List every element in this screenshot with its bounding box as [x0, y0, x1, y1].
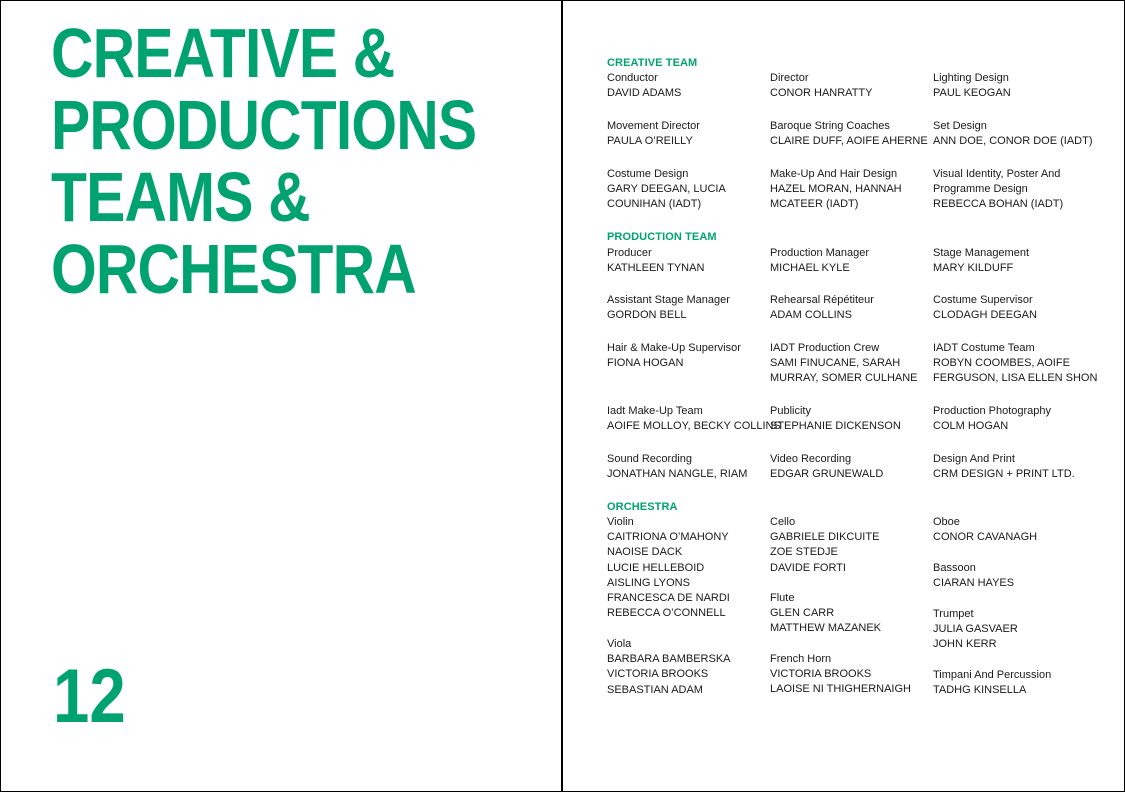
- credit-item: [770, 404, 901, 434]
- credit-name: TADHG KINSELLA: [933, 684, 1027, 697]
- credit-item: [933, 607, 1018, 653]
- credit-item: [607, 293, 730, 323]
- credit-name: ROBYN COOMBES, AOIFE: [933, 357, 1070, 370]
- credit-name: LAOISE NI THIGHERNAIGH: [770, 683, 911, 696]
- credit-role: Viola: [607, 638, 632, 650]
- credit-name: REBECCA O’CONNELL: [607, 607, 726, 620]
- credit-item: [933, 452, 1075, 482]
- credit-item: [933, 404, 1051, 434]
- credit-name: NAOISE DACK: [607, 546, 683, 559]
- credit-role: Oboe: [933, 516, 960, 528]
- credit-name: HAZEL MORAN, HANNAH: [770, 183, 902, 196]
- credit-item: [607, 637, 731, 698]
- section-heading: ORCHESTRA: [607, 501, 678, 513]
- credit-role: Stage Management: [933, 247, 1030, 259]
- credit-item: [770, 341, 918, 387]
- credit-item: [933, 293, 1037, 323]
- title-line: ORCHESTRA: [51, 230, 416, 308]
- credit-item: [770, 293, 874, 323]
- credit-item: [770, 591, 881, 637]
- credit-role: Hair & Make-Up Supervisor: [607, 342, 741, 354]
- credit-item: [933, 668, 1051, 698]
- credit-name: MATTHEW MAZANEK: [770, 622, 882, 635]
- credit-role: Costume Design: [607, 168, 689, 180]
- credit-name: DAVIDE FORTI: [770, 561, 846, 574]
- credit-role: Director: [770, 72, 809, 84]
- credit-item: [770, 652, 911, 698]
- credit-item: [770, 452, 883, 482]
- left-page: [0, 0, 562, 792]
- credit-role: Production Manager: [770, 247, 870, 259]
- section-heading: PRODUCTION TEAM: [607, 231, 717, 243]
- title-line: PRODUCTIONS: [51, 86, 477, 164]
- credit-item: [770, 119, 928, 149]
- credit-name: LUCIE HELLEBOID: [607, 561, 705, 574]
- credit-name: GABRIELE DIKCUITE: [770, 531, 880, 544]
- credit-role: Assistant Stage Manager: [607, 294, 730, 306]
- title-line: TEAMS &: [51, 158, 310, 236]
- title-line: CREATIVE &: [51, 14, 395, 92]
- credit-name: GARY DEEGAN, LUCIA: [607, 183, 726, 196]
- credit-role: Production Photography: [933, 405, 1052, 417]
- credit-name: KATHLEEN TYNAN: [607, 262, 705, 275]
- credit-item: [770, 71, 872, 101]
- credit-item: [770, 515, 879, 576]
- credit-name: CLAIRE DUFF, AOIFE AHERNE: [770, 135, 928, 148]
- credit-name: COLM HOGAN: [933, 420, 1009, 433]
- credit-role: Conductor: [607, 72, 658, 84]
- credit-name: JULIA GASVAER: [933, 623, 1018, 636]
- credit-name: MICHAEL KYLE: [770, 262, 850, 275]
- credit-name: CONOR CAVANAGH: [933, 531, 1038, 544]
- right-page: [562, 0, 1125, 792]
- credit-name: VICTORIA BROOKS: [607, 668, 709, 681]
- credit-name: MURRAY, SOMER CULHANE: [770, 372, 918, 385]
- credit-name: JONATHAN NANGLE, RIAM: [607, 468, 748, 481]
- credit-item: [933, 341, 1097, 387]
- credit-name: CLODAGH DEEGAN: [933, 309, 1037, 322]
- credit-name: MARY KILDUFF: [933, 262, 1014, 275]
- credit-item: [933, 119, 1093, 149]
- credit-name: AOIFE MOLLOY, BECKY COLLINS: [607, 420, 781, 433]
- page-title: [51, 14, 477, 308]
- credit-role: Costume Supervisor: [933, 294, 1033, 306]
- credit-role: Bassoon: [933, 562, 976, 574]
- credit-role: IADT Production Crew: [770, 342, 880, 354]
- credit-item: [933, 561, 1014, 591]
- credit-name: SAMI FINUCANE, SARAH: [770, 357, 901, 370]
- credit-item: [770, 167, 902, 213]
- credit-item: [607, 404, 781, 434]
- credit-item: [607, 341, 741, 371]
- credit-role: Movement Director: [607, 120, 700, 132]
- credit-role: Lighting Design: [933, 72, 1009, 84]
- credit-role: Make-Up And Hair Design: [770, 168, 898, 180]
- credit-item: [607, 246, 704, 276]
- credit-item: [607, 71, 681, 101]
- credit-role: Video Recording: [770, 453, 852, 465]
- credit-name: STEPHANIE DICKENSON: [770, 420, 901, 433]
- credit-name: PAUL KEOGAN: [933, 87, 1011, 100]
- credit-role: Baroque String Coaches: [770, 120, 890, 132]
- credit-name: ZOE STEDJE: [770, 546, 838, 559]
- page-number: 12: [53, 654, 126, 739]
- credit-item: [607, 515, 730, 621]
- section-heading: CREATIVE TEAM: [607, 57, 698, 69]
- credit-name: SEBASTIAN ADAM: [607, 683, 703, 696]
- credit-role: Producer: [607, 247, 652, 259]
- credit-name: PAULA O’REILLY: [607, 135, 693, 148]
- credit-name: FERGUSON, LISA ELLEN SHON: [933, 372, 1098, 385]
- credit-name: FRANCESCA DE NARDI: [607, 592, 730, 605]
- credit-name: GORDON BELL: [607, 309, 687, 322]
- credit-role: IADT Costume Team: [933, 342, 1035, 354]
- credit-name: CONOR HANRATTY: [770, 87, 873, 100]
- credit-name: ANN DOE, CONOR DOE (IADT): [933, 135, 1093, 148]
- credit-item: [933, 71, 1011, 101]
- credit-item: [933, 515, 1037, 545]
- credit-role: Design And Print: [933, 453, 1015, 465]
- credit-role: Iadt Make-Up Team: [607, 405, 703, 417]
- credit-role: Publicity: [770, 405, 811, 417]
- credit-name: COUNIHAN (IADT): [607, 198, 702, 211]
- credit-name: JOHN KERR: [933, 638, 997, 651]
- credit-role: Sound Recording: [607, 453, 693, 465]
- credit-item: [607, 167, 726, 213]
- credit-name: VICTORIA BROOKS: [770, 668, 872, 681]
- credit-role: French Horn: [770, 653, 832, 665]
- credit-name: Programme Design: [933, 183, 1028, 196]
- credit-role: Violin: [607, 516, 634, 528]
- credit-name: CIARAN HAYES: [933, 577, 1015, 590]
- credit-role: Flute: [770, 592, 795, 604]
- credit-name: EDGAR GRUNEWALD: [770, 468, 884, 481]
- credit-name: GLEN CARR: [770, 607, 835, 620]
- credit-name: BARBARA BAMBERSKA: [607, 653, 731, 666]
- credit-name: DAVID ADAMS: [607, 87, 682, 100]
- credit-item: [607, 452, 747, 482]
- credit-role: Cello: [770, 516, 796, 528]
- credit-role: Visual Identity, Poster And: [933, 168, 1061, 180]
- credit-role: Timpani And Percussion: [933, 669, 1052, 681]
- credit-role: Set Design: [933, 120, 987, 132]
- credit-name: FIONA HOGAN: [607, 357, 684, 370]
- credit-item: [770, 246, 869, 276]
- credit-name: AISLING LYONS: [607, 576, 690, 589]
- credit-name: CAITRIONA O’MAHONY: [607, 531, 729, 544]
- credit-name: CRM DESIGN + PRINT LTD.: [933, 468, 1075, 481]
- credit-item: [933, 167, 1063, 213]
- credit-name: REBECCA BOHAN (IADT): [933, 198, 1064, 211]
- credit-name: MCATEER (IADT): [770, 198, 859, 211]
- credit-item: [607, 119, 700, 149]
- credit-role: Rehearsal Répétiteur: [770, 294, 874, 306]
- credit-role: Trumpet: [933, 608, 974, 620]
- credit-name: ADAM COLLINS: [770, 309, 852, 322]
- credit-item: [933, 246, 1029, 276]
